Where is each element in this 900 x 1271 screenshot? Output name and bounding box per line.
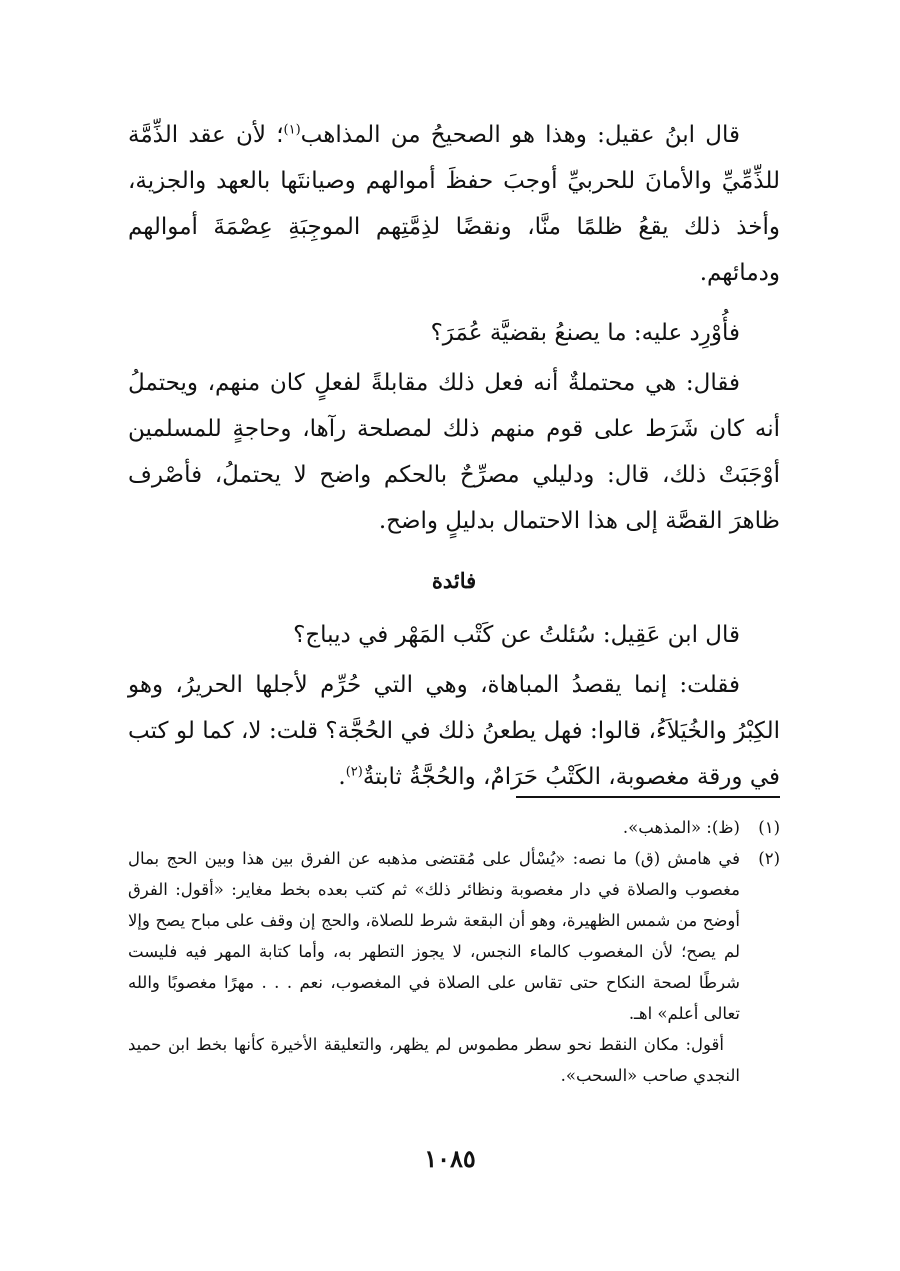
paragraph-4: قال ابن عَقِيل: سُئلتُ عن كَتْب المَهْر في ديباج؟ bbox=[293, 622, 740, 648]
paragraph-5-end: . bbox=[338, 764, 346, 790]
footnote-ref-2: (٢) bbox=[345, 764, 363, 780]
footnote-number: (٢) bbox=[758, 849, 780, 868]
footnote-2 bbox=[128, 843, 780, 1029]
main-text bbox=[128, 112, 780, 814]
footnote-1 bbox=[128, 812, 780, 843]
footnote-text: في هامش (ق) ما نصه: «يُسْأل على مُقتضى مذهبه عن الفرق بين هذا وبين الحج بمال مغصوب والصلاة في دار مغصوبة ونظائر ذلك» ثم كتب بعده بخط مغاير: «أقول: الفرق أوضح من شمس الظهيرة، وهو أن البقعة شرط للصلاة، والحج إن وقف على مباح يصح وإلا لم يصح؛ لأن المغصوب كالماء النجس، لا يجوز التطهر به، وأما كتابة المهر فيه فليست شرطًا لصحة النكاح حتى تقاس على الصلاة في المغصوب، نعم . . . مهرًا مغصوبًا والله تعالى أعلم» اهـ. bbox=[128, 849, 740, 1023]
section-heading: فائدة bbox=[431, 568, 477, 593]
footnote-number: (١) bbox=[758, 818, 780, 837]
paragraph-1-rest: ؛ لأن عقد الذِّمَّة للذِّمِّيِّ والأمانَ للحربيِّ أوجبَ حفظَ أموالهم وصيانتَها بالعهد والجزية، وأخذ ذلك يقعُ ظلمًا منَّا، ونقضًا لذِمَّتِهم الموجِبَةِ عِصْمَةَ أموالهم ودمائهم. bbox=[128, 122, 780, 286]
page-number: ١٠٨٥ bbox=[424, 1144, 476, 1173]
footnotes bbox=[128, 812, 780, 1091]
footnote-2-comment: أقول: مكان النقط نحو سطر مطموس لم يظهر، والتعليقة الأخيرة كأنها بخط ابن حميد النجدي صاحب «السحب». bbox=[128, 1035, 740, 1085]
footnote-text: (ظ): «المذهب». bbox=[622, 818, 740, 837]
paragraph-3: فقال: هي محتملةٌ أنه فعل ذلك مقابلةً لفعلٍ كان منهم، ويحتملُ أنه كان شَرَط على قوم منهم ذلك لمصلحة رآها، وحاجةٍ للمسلمين أوْجَبَتْ ذلك، قال: ودليلي مصرِّحٌ بالحكم واضح لا يحتملُ، فأصْرف ظاهرَ القصَّة إلى هذا الاحتمال بدليلٍ واضح. bbox=[128, 370, 780, 534]
footnote-divider bbox=[516, 796, 780, 798]
footnote-ref-1: (١) bbox=[283, 122, 301, 138]
paragraph-1 bbox=[128, 112, 780, 296]
paragraph-5-text: فقلت: إنما يقصدُ المباهاة، وهي التي حُرِّم لأجلها الحريرُ، وهو الكِبْرُ والخُيَلاَءُ، قالوا: فهل يطعنُ ذلك في الحُجَّة؟ قلت: لا، كما لو كتب في ورقة مغصوبة، الكَتْبُ حَرَامٌ، والحُجَّةُ ثابتةٌ bbox=[128, 672, 780, 790]
paragraph-2: فأُوْرِد عليه: ما يصنعُ بقضيَّة عُمَرَ؟ bbox=[430, 320, 740, 346]
paragraph-5 bbox=[128, 662, 780, 800]
paragraph-1-text: قال ابنُ عقيل: وهذا هو الصحيحُ من المذاهب bbox=[300, 122, 740, 148]
